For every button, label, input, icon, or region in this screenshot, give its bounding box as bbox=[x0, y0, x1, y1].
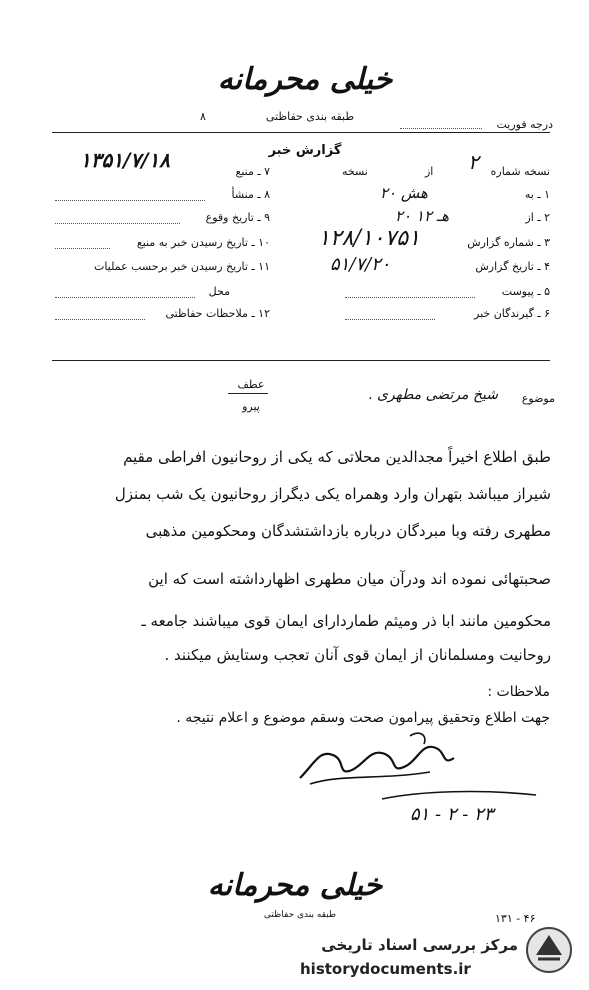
left-field-occurrence-date: ۹ ـ تاریخ وقوع bbox=[205, 211, 270, 224]
handwritten-signature bbox=[290, 728, 460, 790]
urgency-line bbox=[400, 128, 482, 129]
body-line-3: مطهری رفته وبا مبردگان درباره بازداشتشدگان ومحکومین مذهبی bbox=[145, 522, 551, 540]
body-line-5: محکومین مانند ابا ذر ومیثم طماردارای ایمان قوی میباشند جامعه ـ bbox=[141, 612, 551, 630]
right-field-attachment-line bbox=[345, 297, 475, 298]
peyro-label: پیرو bbox=[242, 400, 260, 413]
header-divider bbox=[52, 132, 550, 133]
left-field-location: محل bbox=[208, 285, 230, 298]
right-field-report-date: ۴ ـ تاریخ گزارش bbox=[475, 260, 550, 273]
atf-label: عطف bbox=[237, 378, 265, 391]
right-field-recipients-line bbox=[345, 319, 435, 320]
footer-classification-sub: طبقه بندی حفاظتی bbox=[263, 910, 337, 920]
footer-classification-stamp: خیلی محرمانه bbox=[207, 868, 383, 903]
left-field-received-source-line bbox=[55, 248, 110, 249]
right-field-report-date-value: ۵۱/۷/۲۰ bbox=[330, 254, 391, 275]
body-line-1: طبق اطلاع اخیراً مجدالدین محلاتی که یکی از روحانیون افراطی مقیم bbox=[123, 448, 551, 466]
remarks-label: ملاحظات : bbox=[487, 684, 550, 700]
body-line-2: شیراز میباشد بتهران وارد وهمراه یکی دیگراز روحانیون یک شب بمنزل bbox=[114, 485, 551, 503]
watermark-title: مرکز بررسی اسناد تاریخی bbox=[321, 936, 518, 954]
left-field-security-notes: ۱۲ ـ ملاحظات حفاظتی bbox=[165, 307, 270, 320]
right-field-report-number: ۳ ـ شماره گزارش bbox=[467, 236, 550, 249]
left-field-source-value: ۱۳۵۱/۷/۱۸ bbox=[80, 148, 170, 172]
header-classification-stamp: خیلی محرمانه bbox=[217, 62, 393, 97]
form-divider bbox=[52, 360, 550, 361]
right-field-report-number-value: ۱۲۸/۱۰۷۵۱ bbox=[318, 226, 420, 251]
left-field-source: ۷ ـ منبع bbox=[235, 165, 270, 178]
left-field-origin-line bbox=[55, 200, 205, 201]
copy-number-label: نسخه شماره bbox=[490, 165, 550, 178]
watermark-logo-icon bbox=[524, 925, 574, 975]
right-field-recipients: ۶ ـ گیرندگان خبر bbox=[474, 307, 550, 320]
form-title: گزارش خبر bbox=[268, 143, 342, 158]
body-line-4: صحبتهائی نموده اند ودرآن میان مطهری اظهارداشته است که این bbox=[148, 570, 551, 588]
left-field-location-line bbox=[55, 297, 195, 298]
watermark-url: historydocuments.ir bbox=[300, 960, 471, 978]
right-field-from-value: ۲۰ هـ ۱۲ bbox=[395, 207, 450, 225]
subject-label: موضوع bbox=[521, 392, 555, 405]
left-field-received-operation: ۱۱ ـ تاریخ رسیدن خبر برحسب عملیات bbox=[94, 260, 270, 273]
right-field-from: ۲ ـ از bbox=[525, 211, 550, 224]
left-field-security-notes-line bbox=[55, 319, 145, 320]
right-field-to: ۱ ـ به bbox=[524, 188, 550, 201]
right-field-to-value: ۲۰ هش bbox=[380, 184, 428, 202]
copy-number-handwritten: ۲ bbox=[468, 150, 479, 174]
footer-page-ref: ۱۳۱ - ۴۶ bbox=[495, 912, 536, 925]
annotation-underline bbox=[380, 785, 540, 805]
annotation-date: ۵۱ - ۲ - ۲۳ bbox=[410, 804, 494, 825]
right-field-attachment: ۵ ـ پیوست bbox=[501, 285, 550, 298]
remarks-text: جهت اطلاع وتحقیق پیرامون صحت وسقم موضوع و اعلام نتیجه . bbox=[176, 710, 550, 726]
atf-divider bbox=[228, 393, 268, 394]
subject-value: شیخ مرتضی مطهری . bbox=[368, 387, 498, 403]
copy-of-label: از bbox=[425, 165, 434, 178]
header-copy-number: ۸ bbox=[200, 110, 206, 123]
left-field-origin: ۸ ـ منشأ bbox=[231, 188, 270, 201]
copy-total-label: نسخه bbox=[342, 165, 368, 178]
left-field-received-source: ۱۰ ـ تاریخ رسیدن خبر به منبع bbox=[136, 236, 270, 249]
header-classification-sub: طبقه بندی حفاظتی bbox=[265, 110, 355, 123]
body-line-6: روحانیت ومسلمانان از ایمان قوی آنان تعجب وستایش میکنند . bbox=[164, 646, 551, 664]
left-field-occurrence-line bbox=[55, 223, 180, 224]
urgency-label: درجه فوریت bbox=[496, 118, 553, 131]
